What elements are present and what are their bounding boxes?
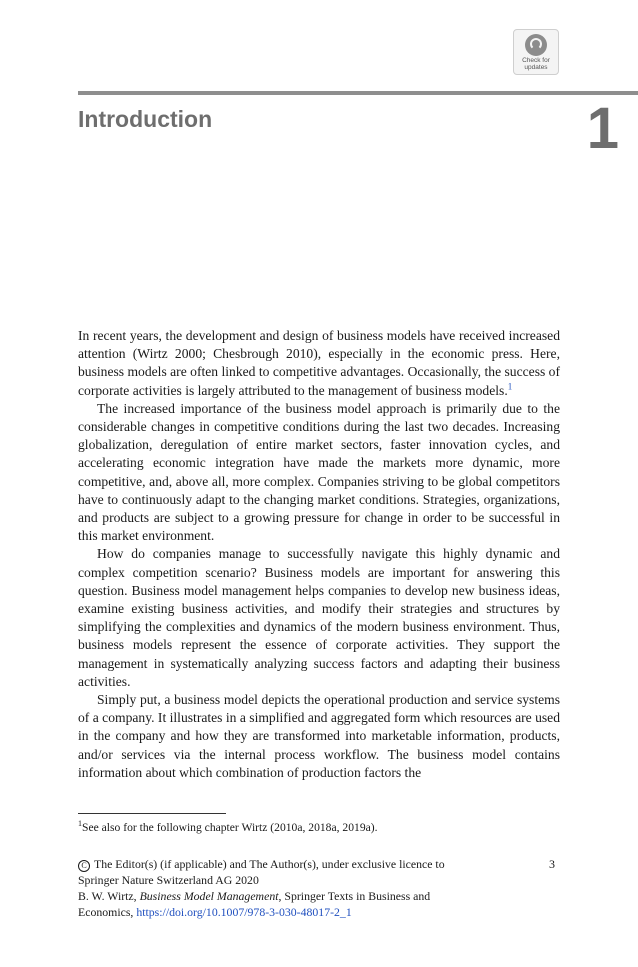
imprint-line: Springer Nature Switzerland AG 2020 xyxy=(78,873,259,887)
doi-link[interactable]: https://doi.org/10.1007/978-3-030-48017-2_1 xyxy=(136,905,352,919)
chapter-title: Introduction xyxy=(78,106,213,132)
body-text xyxy=(78,327,560,782)
imprint xyxy=(78,856,508,920)
paragraph: Simply put, a business model depicts the operational production and service systems of a company. It illustrates in a simplified and aggregated form which resources are used in the company and how they are transformed into marketable information, products, and/or services via the internal process workflow. The business model contains information about which combination of production factors the xyxy=(78,692,560,780)
copyright-icon: C xyxy=(78,860,90,872)
footnote-divider xyxy=(78,813,226,814)
chapter-number: 1 xyxy=(586,96,619,161)
crossmark-icon xyxy=(525,34,547,56)
paragraph: How do companies manage to successfully navigate this highly dynamic and complex competition scenario? Business models are important for answering this question. Business model management helps companies to develop new business ideas, examine existing business activities, and modify their strategies and structures by simplifying the complexities and dynamics of the modern business environment. Thus, business models represent the essence of corporate activities. They support the management in systematically analyzing success factors and adapting their business activities. xyxy=(78,546,560,689)
footnote xyxy=(78,820,560,836)
imprint-line: C The Editor(s) (if applicable) and The Author(s), under exclusive licence to xyxy=(78,856,508,872)
footnote-ref[interactable]: 1 xyxy=(507,381,513,392)
footnote-number: 1 xyxy=(78,819,82,829)
paragraph: The increased importance of the business model approach is primarily due to the considerable changes in competitive conditions during the last two decades. Increasing globalization, deregulation of entire market sectors, faster innovation cycles, and accelerating economic integration have made the markets more dynamic, more competitive, and, above all, more complex. Companies striving to be global competitors have to continuously adapt to the changing market conditions. Strategies, organizations, and products are subject to a growing pressure for change in order to be successful in this market environment. xyxy=(78,400,560,544)
paragraph: In recent years, the development and design of business models have received increased attention (Wirtz 2000; Chesbrough 2010), especially in the economic press. Here, business models are often linked to competitive advantages. Occasionally, the success of corporate activities is largely attributed to the management of business models.$^1$ xyxy=(78,328,560,398)
footnote-text: See also for the following chapter Wirtz (2010a, 2018a, 2019a). xyxy=(82,821,378,834)
badge-label-line2: updates xyxy=(524,64,548,71)
check-for-updates-badge[interactable] xyxy=(513,29,559,75)
imprint-line: B. W. Wirtz, Business Model Management, Springer Texts in Business and xyxy=(78,889,431,903)
imprint-line: Economics, https://doi.org/10.1007/978-3-030-48017-2_1 xyxy=(78,905,352,919)
page-number: 3 xyxy=(549,857,555,871)
book-title: Business Model Management xyxy=(139,889,279,903)
chapter-rule xyxy=(78,91,638,95)
badge-label-line1: Check for xyxy=(522,57,550,64)
